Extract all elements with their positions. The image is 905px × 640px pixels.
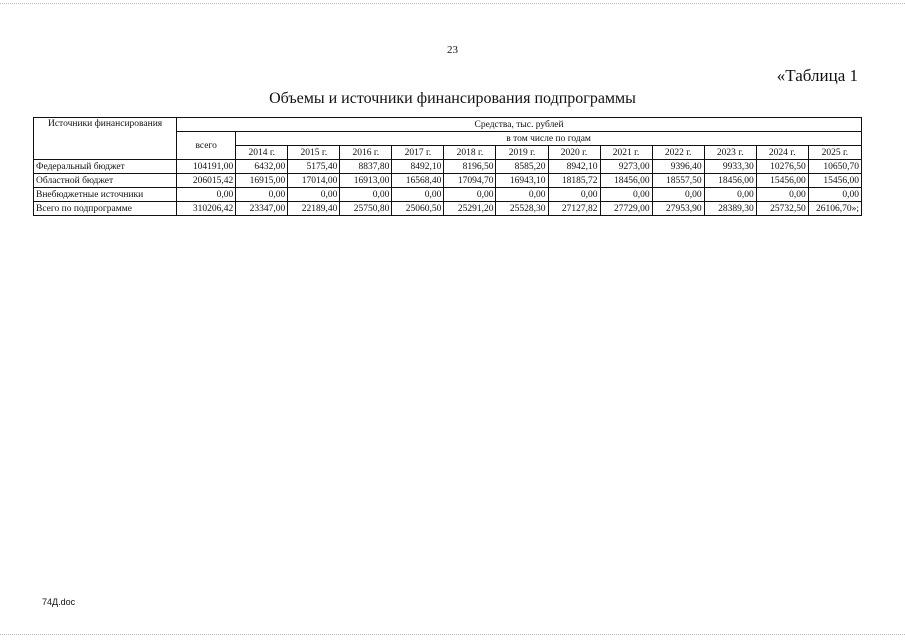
financing-table [33,117,862,216]
row-year-value: 27729,00 [600,202,652,216]
row-year-value: 10276,50 [756,160,808,174]
row-year-value: 25528,30 [496,202,548,216]
header-year: 2024 г. [756,146,808,160]
row-source-name: Всего по подпрограмме [34,202,177,216]
row-year-value: 17014,00 [288,174,340,188]
row-year-value: 0,00 [704,188,756,202]
row-year-value: 16568,40 [392,174,444,188]
header-sources: Источники финансирования [34,118,177,160]
row-year-value: 16915,00 [236,174,288,188]
page-number: 23 [447,44,458,56]
row-year-value: 9273,00 [600,160,652,174]
row-year-value: 0,00 [600,188,652,202]
row-year-value: 8942,10 [548,160,600,174]
document-title: Объемы и источники финансирования подпрограммы [269,90,636,107]
row-year-value: 8492,10 [392,160,444,174]
header-year: 2017 г. [392,146,444,160]
row-year-value: 0,00 [548,188,600,202]
row-year-value: 0,00 [444,188,496,202]
header-year: 2023 г. [704,146,756,160]
row-year-value: 15456,00 [808,174,861,188]
row-year-value: 8837,80 [340,160,392,174]
row-source-name: Федеральный бюджет [34,160,177,174]
footer-filename: 74Д.doc [42,597,76,607]
row-year-value: 26106,70»; [808,202,861,216]
row-year-value: 27953,90 [652,202,704,216]
header-year: 2014 г. [236,146,288,160]
row-year-value: 15456,00 [756,174,808,188]
row-year-value: 18456,00 [704,174,756,188]
row-year-value: 8196,50 [444,160,496,174]
row-year-value: 16943,10 [496,174,548,188]
row-year-value: 18456,00 [600,174,652,188]
row-year-value: 25732,50 [756,202,808,216]
row-year-value: 0,00 [808,188,861,202]
scan-artifact-bottom [0,634,905,635]
row-year-value: 17094,70 [444,174,496,188]
row-year-value: 0,00 [496,188,548,202]
row-year-value: 0,00 [756,188,808,202]
row-year-value: 25750,80 [340,202,392,216]
row-source-name: Внебюджетные источники [34,188,177,202]
header-row-1 [34,118,862,132]
row-year-value: 23347,00 [236,202,288,216]
header-funds: Средства, тыс. рублей [177,118,862,132]
header-by-years: в том числе по годам [236,132,862,146]
row-total-value: 0,00 [177,188,236,202]
header-year: 2015 г. [288,146,340,160]
header-year: 2021 г. [600,146,652,160]
table-row [34,188,862,202]
row-total-value: 104191,00 [177,160,236,174]
row-year-value: 0,00 [288,188,340,202]
row-year-value: 0,00 [652,188,704,202]
header-total: всего [177,132,236,160]
row-year-value: 18557,50 [652,174,704,188]
header-year: 2020 г. [548,146,600,160]
row-year-value: 28389,30 [704,202,756,216]
row-year-value: 8585,20 [496,160,548,174]
row-source-name: Областной бюджет [34,174,177,188]
row-total-value: 206015,42 [177,174,236,188]
header-year: 2019 г. [496,146,548,160]
row-year-value: 6432,00 [236,160,288,174]
row-year-value: 0,00 [236,188,288,202]
header-year: 2016 г. [340,146,392,160]
row-year-value: 9396,40 [652,160,704,174]
row-year-value: 27127,82 [548,202,600,216]
row-year-value: 25060,50 [392,202,444,216]
scan-artifact-top [0,3,905,4]
row-total-value: 310206,42 [177,202,236,216]
table-row [34,160,862,174]
row-year-value: 0,00 [340,188,392,202]
row-year-value: 10650,70 [808,160,861,174]
table-label: «Таблица 1 [776,66,858,85]
row-year-value: 22189,40 [288,202,340,216]
row-year-value: 16913,00 [340,174,392,188]
table-row [34,202,862,216]
header-year: 2022 г. [652,146,704,160]
row-year-value: 0,00 [392,188,444,202]
table-row [34,174,862,188]
header-year: 2018 г. [444,146,496,160]
row-year-value: 25291,20 [444,202,496,216]
table-body [34,160,862,216]
header-year: 2025 г. [808,146,861,160]
row-year-value: 5175,40 [288,160,340,174]
row-year-value: 9933,30 [704,160,756,174]
row-year-value: 18185,72 [548,174,600,188]
